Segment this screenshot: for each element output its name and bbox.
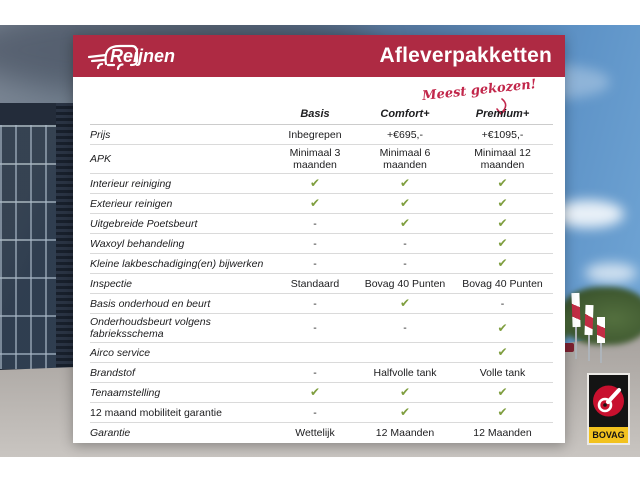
check-cell	[452, 320, 553, 337]
table-row	[90, 145, 553, 174]
check-icon: ✔	[497, 385, 508, 399]
value-cell: 12 Maanden	[375, 426, 435, 439]
check-icon: ✔	[399, 176, 411, 190]
row-label: Prijs	[90, 128, 111, 141]
dealer-flag	[584, 305, 593, 335]
check-cell	[452, 384, 553, 401]
value-cell: +€1095,-	[481, 128, 524, 141]
page-title: Afleverpakketten	[379, 44, 552, 67]
value-cell: Minimaal 6 maanden	[379, 147, 431, 171]
check-cell	[358, 175, 452, 192]
table-row	[90, 174, 553, 194]
row-label: Uitgebreide Poetsbeurt	[90, 217, 198, 230]
bovag-badge	[587, 373, 630, 445]
check-cell	[452, 344, 553, 361]
dash-cell: -	[313, 322, 317, 334]
header-spacer	[90, 112, 272, 116]
table-row	[90, 234, 553, 254]
value-cell: Halfvolle tank	[373, 366, 437, 379]
value-cell: +€695,-	[387, 128, 423, 141]
dash-cell: -	[313, 297, 317, 310]
cloud	[585, 263, 637, 283]
check-cell	[358, 384, 452, 401]
row-label: Exterieur reinigen	[90, 197, 173, 210]
table-row	[90, 125, 553, 145]
table-header-row	[90, 103, 553, 125]
table-row	[90, 423, 553, 442]
check-icon: ✔	[497, 236, 508, 250]
row-label: Waxoyl behandeling	[90, 237, 185, 250]
table-row	[90, 383, 553, 403]
check-icon: ✔	[497, 320, 508, 335]
column-premium: Premium+	[475, 107, 530, 120]
check-icon: ✔	[309, 196, 321, 210]
value-cell: Inbegrepen	[288, 128, 342, 141]
column-comfort: Comfort+	[380, 107, 430, 120]
bovag-label: BOVAG	[589, 427, 628, 443]
check-icon: ✔	[399, 385, 411, 399]
row-label: Garantie	[90, 426, 131, 439]
check-icon: ✔	[309, 176, 321, 190]
check-icon: ✔	[497, 176, 508, 190]
check-icon: ✔	[497, 405, 508, 419]
row-label: APK	[90, 153, 112, 165]
value-cell: Volle tank	[479, 366, 526, 379]
row-label: Brandstof	[90, 366, 135, 379]
check-cell	[358, 195, 452, 212]
check-icon: ✔	[497, 256, 508, 270]
car-logo-icon	[86, 38, 198, 74]
package-card	[73, 35, 565, 443]
building-windows	[0, 125, 56, 369]
row-label: Tenaamstelling	[90, 386, 161, 399]
check-icon: ✔	[497, 216, 508, 230]
table-row	[90, 363, 553, 383]
check-icon: ✔	[399, 216, 411, 230]
row-label: Interieur reiniging	[90, 177, 172, 190]
check-icon: ✔	[399, 296, 411, 310]
table-row	[90, 294, 553, 314]
package-table	[90, 103, 553, 442]
value-cell: Minimaal 12 maanden	[474, 147, 531, 171]
check-icon: ✔	[399, 405, 411, 419]
most-chosen-note: Meest gekozen!	[421, 77, 538, 104]
table-row	[90, 403, 553, 423]
check-cell	[452, 175, 553, 192]
table-row	[90, 274, 553, 294]
card-header	[73, 35, 565, 77]
row-label: Basis onderhoud en beurt	[90, 297, 211, 310]
table-row	[90, 194, 553, 214]
check-icon: ✔	[399, 196, 411, 210]
check-cell	[358, 215, 452, 232]
row-label: 12 maand mobiliteit garantie	[90, 406, 222, 419]
empty-cell	[358, 351, 452, 355]
dealer-flag	[571, 293, 580, 327]
row-label: Inspectie	[90, 277, 133, 290]
package-table-body	[90, 125, 553, 442]
check-cell	[452, 235, 553, 252]
bovag-dial-icon	[589, 375, 628, 427]
dash-cell: -	[313, 237, 317, 250]
check-cell	[452, 195, 553, 212]
check-cell	[452, 404, 553, 421]
table-row	[90, 314, 553, 343]
check-cell	[358, 295, 452, 312]
check-icon: ✔	[497, 196, 508, 210]
card-body	[73, 77, 565, 443]
check-cell	[452, 215, 553, 232]
column-basis: Basis	[300, 107, 330, 120]
check-cell	[272, 195, 358, 212]
value-cell: Bovag 40 Punten	[364, 277, 446, 290]
table-row	[90, 254, 553, 274]
check-cell	[358, 404, 452, 421]
check-cell	[272, 384, 358, 401]
dash-cell: -	[500, 297, 505, 310]
check-cell	[272, 175, 358, 192]
dash-cell: -	[403, 237, 407, 250]
check-cell	[452, 255, 553, 272]
svg-text:Reijnen: Reijnen	[110, 46, 176, 66]
value-cell: Bovag 40 Punten	[462, 277, 543, 290]
dealership-building	[0, 103, 78, 395]
table-row	[90, 343, 553, 363]
dash-cell: -	[403, 257, 407, 270]
dash-cell: -	[313, 366, 317, 379]
row-label: Airco service	[90, 346, 151, 359]
row-label: Kleine lakbeschadiging(en) bijwerken	[90, 257, 264, 270]
value-cell: Standaard	[290, 277, 340, 290]
dash-cell: -	[313, 406, 317, 419]
value-cell: Wettelijk	[295, 426, 335, 439]
dash-cell: -	[313, 257, 317, 270]
value-cell: 12 Maanden	[473, 426, 532, 439]
reijnen-logo	[86, 38, 198, 74]
table-row	[90, 214, 553, 234]
dash-cell: -	[313, 217, 317, 230]
check-icon: ✔	[497, 345, 508, 359]
dash-cell: -	[403, 322, 407, 334]
dealer-flag	[597, 317, 605, 343]
row-label: Onderhoudsbeurt volgens fabrieksschema	[90, 316, 211, 340]
value-cell: Minimaal 3 maanden	[289, 147, 341, 171]
empty-cell	[272, 351, 358, 355]
check-icon: ✔	[309, 385, 321, 399]
